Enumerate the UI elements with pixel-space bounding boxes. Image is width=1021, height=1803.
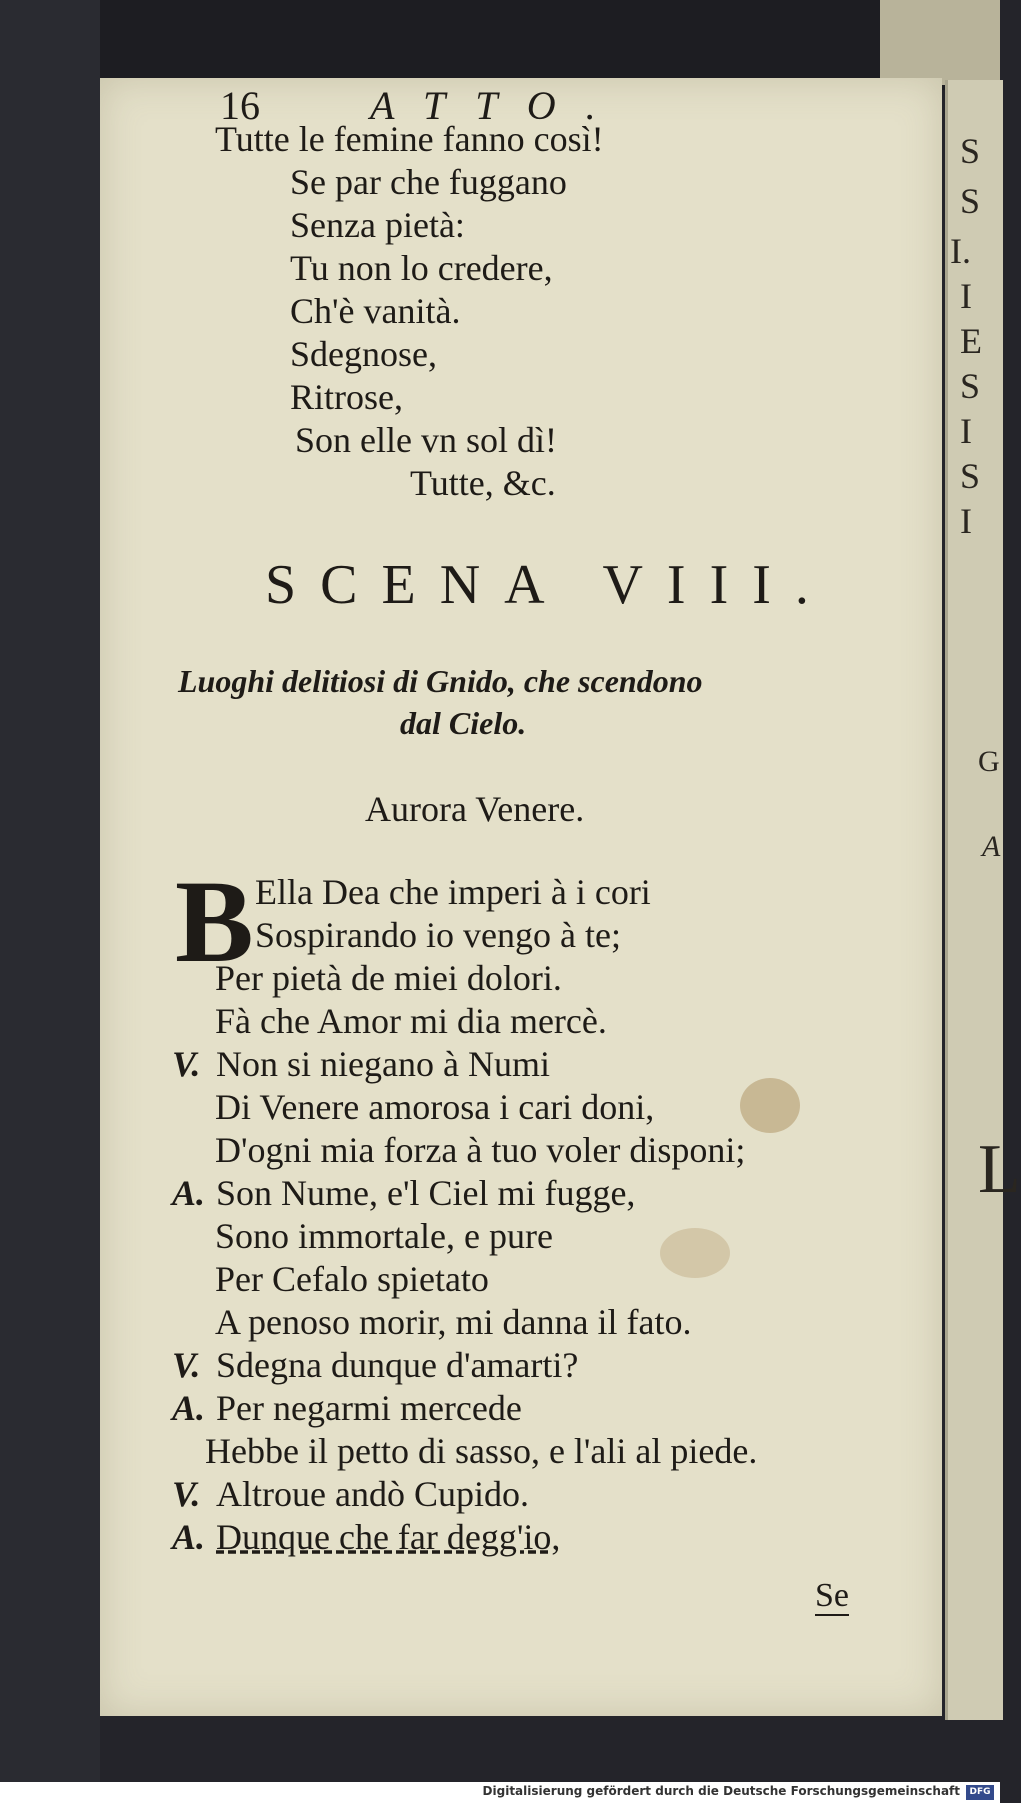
running-title: ATTO. [370,83,626,128]
neighbor-fragment: G [978,745,1000,778]
dialogue-line [215,957,562,999]
verse-line: Tutte, &c. [410,463,556,503]
dialogue-line [172,1516,560,1558]
book-page [100,78,942,1716]
dialogue-text: D'ogni mia forza à tuo voler disponi; [215,1130,746,1170]
scene-setting: dal Cielo. [400,705,527,741]
dialogue-text: Per negarmi mercede [216,1388,522,1428]
neighbor-fragment: I [960,411,972,451]
dialogue-line [172,1473,529,1515]
dialogue-text: A penoso morir, mi danna il fato. [215,1302,692,1342]
drop-cap: B [175,856,254,987]
dialogue-line [172,1387,522,1429]
catchword: Se [815,1577,849,1614]
neighbor-fragment: S [960,181,981,221]
dialogue-text: Sospirando io vengo à te; [255,915,621,955]
scene-setting: Luoghi delitiosi di Gnido, che scendono [178,663,703,699]
scan-background-top [0,0,1000,90]
dialogue-line [205,1430,757,1472]
dialogue-text: Altroue andò Cupido. [216,1474,529,1514]
scene-title: SCENA VIII. [265,554,833,616]
neighbor-fragment: S [960,456,981,496]
dialogue-line [172,1172,635,1214]
dialogue-text: Sono immortale, e pure [215,1216,553,1256]
dialogue-text: Dunque che far degg'io, [216,1517,561,1557]
neighbor-fragment: L [978,1131,1021,1208]
neighbor-fragment: S [960,366,981,406]
speaker-label: V. [172,1474,201,1514]
dialogue-line [172,1043,550,1085]
verse-line: Sdegnose, [290,334,437,374]
neighbor-fragment: I [960,501,972,541]
dialogue-line [215,1000,607,1042]
dialogue-text: Per pietà de miei dolori. [215,958,562,998]
dialogue-text: Son Nume, e'l Ciel mi fugge, [216,1173,636,1213]
speaker-label: V. [172,1345,201,1385]
neighbor-fragment: E [960,321,982,361]
neighbor-fragment: I. [950,231,971,271]
dialogue-line [255,871,651,913]
character-list: Aurora Venere. [365,789,585,829]
dialogue-line [215,1086,654,1128]
dialogue-text: Di Venere amorosa i cari doni, [215,1087,655,1127]
dialogue-text: Non si niegano à Numi [216,1044,550,1084]
verse-line: Senza pietà: [290,205,465,245]
dialogue-line [215,1258,489,1300]
neighbor-page-corner [880,0,1000,85]
dialogue-line [255,914,621,956]
verse-line: Tu non lo credere, [290,248,553,288]
speaker-label: A. [172,1173,206,1213]
verse-line: Ritrose, [290,377,403,417]
dialogue-text: Hebbe il petto di sasso, e l'ali al piede. [205,1431,758,1471]
dialogue-text: Fà che Amor mi dia mercè. [215,1001,607,1041]
verse-line: Son elle vn sol dì! [295,420,557,460]
dialogue-text: Sdegna dunque d'amarti? [216,1345,579,1385]
speaker-label: A. [172,1517,206,1557]
verse-line: Se par che fuggano [290,162,567,202]
neighbor-fragment: I [960,276,972,316]
speaker-label: V. [172,1044,201,1084]
neighbor-page-edge [945,80,1021,1720]
neighbor-fragment: A [982,830,1001,863]
footer-credit: Digitalisierung gefördert durch die Deutsche Forschungsgemeinschaft [482,1784,960,1798]
verse-line: Tutte le femine fanno così! [215,119,604,159]
scan-background-left [0,0,100,1803]
dialogue-line [215,1301,691,1343]
dialogue-line [172,1344,578,1386]
foxing-stain [740,1078,800,1133]
dialogue-line [215,1129,745,1171]
foxing-stain [660,1228,730,1278]
speaker-label: A. [172,1388,206,1428]
verse-line: Ch'è vanità. [290,291,461,331]
page-number: 16 [220,83,260,128]
dialogue-line [215,1215,553,1257]
neighbor-fragment: S [960,131,981,171]
dfg-logo-icon: DFG [966,1785,994,1800]
dialogue-text: Per Cefalo spietato [215,1259,489,1299]
dialogue-text: Ella Dea che imperi à i cori [255,872,651,912]
footer-bar [0,1782,1000,1803]
